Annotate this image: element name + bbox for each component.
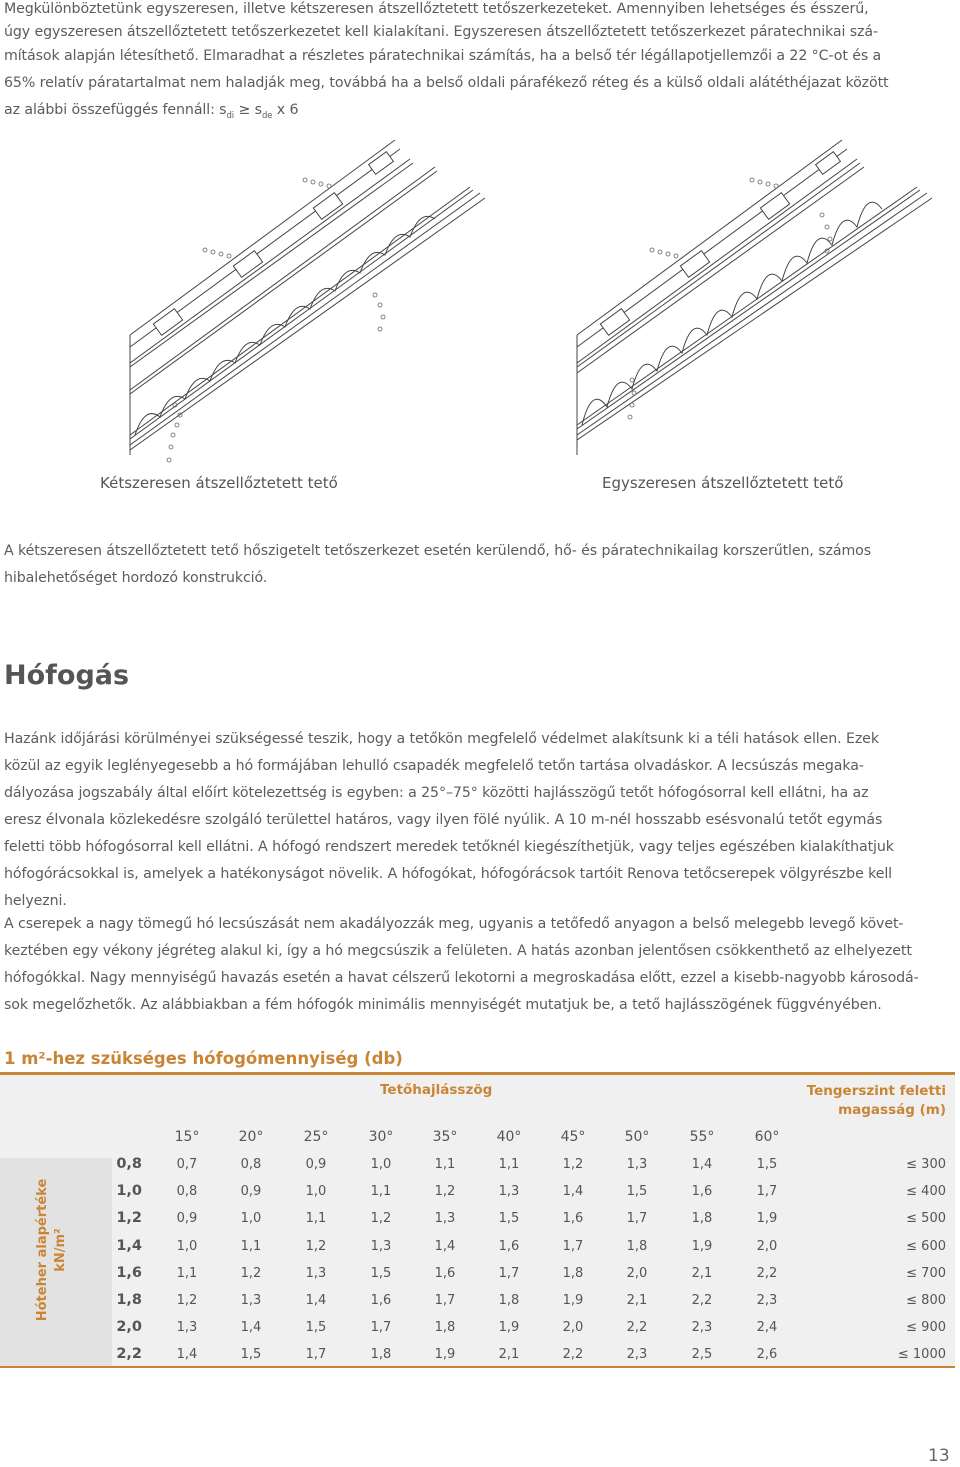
altitude-value: ≤ 800 [906, 1293, 946, 1308]
table-cell: 1,2 [370, 1211, 392, 1227]
snow-load-value: 0,8 [116, 1156, 142, 1172]
table-cell: 2,2 [691, 1293, 713, 1308]
snow-load-value: 2,2 [116, 1346, 142, 1363]
angle-header: 40° [496, 1129, 522, 1145]
table-cell: 0,7 [176, 1157, 198, 1172]
snow-guard-table [0, 1072, 955, 1369]
table-cell: 1,4 [305, 1293, 327, 1308]
angle-header: 25° [303, 1129, 329, 1145]
table-cell: 1,1 [240, 1238, 262, 1254]
table-cell: 1,5 [305, 1320, 327, 1336]
paragraph-line: feletti több hófogósorral kell ellátni. A hófogó rendszert meredek tetőknél kiegészíthetjük, vagy teljes egészében kialakíthatjuk [4, 839, 894, 855]
roof-layers [130, 140, 485, 455]
roof-layers [577, 140, 932, 455]
table-cell: 1,7 [498, 1265, 520, 1281]
table-cell: 1,0 [176, 1238, 198, 1254]
paragraph-line: sok megelőzhetők. Az alábbiakban a fém hófogók minimális mennyiségét mutatjuk be, a tető hajlásszögének függvényében. [4, 997, 882, 1013]
table-cell: 1,0 [370, 1157, 392, 1172]
paragraph-line: hófogókkal. Nagy mennyiségű havazás esetén a havat célszerű lekotorni a megroskadása előtt, ezzel a kisebb-nagyobb károsodá- [4, 970, 919, 986]
table-cell: 1,8 [562, 1265, 584, 1281]
table-cell: 2,1 [626, 1293, 648, 1308]
table-cell: 2,1 [691, 1265, 713, 1281]
table-cell: 1,9 [756, 1211, 778, 1227]
table-cell: 1,6 [691, 1184, 713, 1200]
paragraph-line: eresz élvonala közlekedésre szolgáló területtel határos, vagy ilyen fölé nyúlik. A 10 m-nél hosszabb esésvonalú tetőt egymás [4, 812, 883, 828]
table-cell: 1,6 [370, 1293, 392, 1308]
table-cell: 1,7 [562, 1238, 584, 1254]
table-cell: 1,6 [562, 1211, 584, 1227]
table-cell: 0,8 [240, 1157, 262, 1172]
paragraph-line: A cserepek a nagy tömegű hó lecsúszását nem akadályozzák meg, ugyanis a tetőfedő anyagon a belső melegebb levegő követ- [4, 916, 904, 932]
altitude-value: ≤ 300 [906, 1157, 946, 1172]
roof-pitch-header: Tetőhajlásszög [380, 1082, 493, 1098]
paragraph-line: hófogórácsokkal is, amelyek a hatékonyságot növelik. A hófogókat, hófogórácsok tartóit Renova tetőcserepek völgyrészbe kell [4, 866, 893, 882]
table-cell: 1,1 [434, 1157, 456, 1172]
altitude-value: ≤ 600 [906, 1238, 946, 1254]
angle-header: 55° [689, 1129, 715, 1145]
altitude-value: ≤ 1000 [897, 1347, 946, 1363]
table-cell: 1,4 [240, 1320, 262, 1336]
table-cell: 2,2 [626, 1320, 648, 1336]
table-cell: 1,9 [498, 1320, 520, 1336]
snow-load-value: 1,6 [116, 1264, 142, 1281]
snow-load-value: 1,4 [116, 1237, 142, 1254]
single-ventilated-roof-diagram [572, 135, 952, 475]
table-cell: 1,3 [626, 1157, 648, 1172]
table-cell: 1,7 [434, 1293, 456, 1308]
intro-line: Elmaradhat a részletes páratechnikai számítás, ha a belső tér légállapotjellemzői a 22 °C-ot és a [198, 48, 882, 64]
table-cell: 0,8 [176, 1184, 198, 1200]
altitude-value: ≤ 400 [906, 1184, 946, 1200]
diagram-caption-left: Kétszeresen átszellőztetett tető [100, 474, 338, 492]
table-cell: 1,9 [434, 1347, 456, 1363]
airflow-dots [628, 178, 832, 419]
table-cell: 1,1 [498, 1157, 520, 1172]
snow-load-label-line: kN/m² [53, 1228, 68, 1272]
table-cell: 2,6 [756, 1347, 778, 1363]
intro-paragraph [4, 0, 949, 130]
table-cell: 1,6 [498, 1238, 520, 1254]
snow-load-axis-label [34, 1160, 70, 1340]
paragraph-line: keztében egy vékony jégréteg alakul ki, így a hó megcsúszik a felületen. A hatás azonban jelentősen csökkenthető az elhelyezett [4, 943, 912, 959]
table-cell: 2,2 [562, 1347, 584, 1363]
angle-header: 45° [560, 1129, 586, 1145]
table-cell: 1,3 [434, 1211, 456, 1227]
table-cell: 1,8 [434, 1320, 456, 1336]
intro-line: 65% relatív páratartalmat nem haladják meg, továbbá ha a belső oldali párafékező réteg és a külső oldali alátéthéjazat között [4, 75, 889, 91]
snow-load-value: 2,0 [116, 1319, 142, 1336]
page-number: 13 [928, 1446, 950, 1466]
table-cell: 2,4 [756, 1320, 778, 1336]
table-cell: 2,0 [626, 1265, 648, 1281]
table-cell: 1,6 [434, 1265, 456, 1281]
table-cell: 1,8 [691, 1211, 713, 1227]
intro-line: úgy egyszeresen átszellőztetett tetőszerkezetet kell kialakítani. Egyszeresen átszellőztetett tetőszerkezet páratechnikai szá- [4, 23, 879, 40]
table-cell: 1,2 [240, 1265, 262, 1281]
snow-load-value: 1,8 [116, 1292, 142, 1308]
table-cell: 0,9 [176, 1211, 198, 1227]
intro-line: Megkülönböztetünk egyszeresen, illetve kétszeresen átszellőztetett tetőszerkezeteket. Amennyiben lehetséges és ésszerű, [4, 1, 869, 17]
section-heading: Hófogás [4, 660, 130, 691]
altitude-header-line: Tengerszint feletti [806, 1083, 946, 1099]
paragraph-line: A kétszeresen átszellőztetett tető hőszigetelt tetőszerkezet esetén kerülendő, hő- és páratechnikailag korszerűtlen, számos [4, 543, 872, 559]
snow-load-label-line: Hóteher alapértéke [35, 1178, 50, 1322]
diagram-caption-right: Egyszeresen átszellőztetett tető [602, 474, 844, 492]
table-cell: 1,5 [626, 1184, 648, 1200]
table-cell: 2,3 [691, 1320, 713, 1336]
table-cell: 2,0 [756, 1238, 778, 1254]
table-bottom-rule [0, 1366, 955, 1368]
table-cell: 1,8 [626, 1238, 648, 1254]
snow-slide-paragraph [4, 911, 949, 1019]
paragraph-line: közül az egyik leglényegesebb a hó formájában lehulló csapadék megfelelő tetőn tartása olvadáskor. A lecsúszás megaka- [4, 758, 864, 774]
table-cell: 1,2 [305, 1238, 327, 1254]
table-cell: 1,5 [240, 1347, 262, 1363]
table-cell: 1,0 [305, 1184, 327, 1200]
table-cell: 1,4 [562, 1184, 584, 1200]
table-title: 1 m²-hez szükséges hófogómennyiség (db) [4, 1049, 403, 1068]
table-cell: 1,3 [498, 1184, 520, 1200]
table-cell: 1,2 [434, 1184, 456, 1200]
table-cell: 2,0 [562, 1320, 584, 1336]
table-cell: 1,1 [305, 1211, 327, 1227]
formula-text: ≥ s [234, 102, 262, 118]
table-cell: 1,8 [498, 1293, 520, 1308]
table-cell: 1,2 [176, 1293, 198, 1308]
tiles [153, 152, 393, 336]
table-cell: 1,0 [240, 1211, 262, 1227]
angle-header: 50° [624, 1129, 650, 1145]
table-cell: 2,1 [498, 1347, 520, 1363]
snow-guard-paragraph [4, 726, 949, 915]
ventilation-paragraph [4, 538, 949, 592]
table-cell: 1,5 [756, 1157, 778, 1172]
table-cell: 2,5 [691, 1347, 713, 1363]
angle-header: 15° [174, 1129, 200, 1145]
angle-header: 20° [238, 1129, 264, 1145]
table-cell: 2,2 [756, 1265, 778, 1281]
table-cell: 1,3 [370, 1238, 392, 1254]
table-cell: 1,8 [370, 1347, 392, 1363]
tiles [600, 152, 840, 336]
table-cell: 1,1 [176, 1265, 198, 1281]
altitude-header-line: magasság (m) [838, 1102, 946, 1118]
airflow-dots [167, 178, 385, 462]
paragraph-line: helyezni. [4, 893, 67, 909]
table-cell: 1,4 [176, 1347, 198, 1363]
formula-text: az alábbi összefüggés fennáll: s [4, 102, 227, 118]
formula-sub: de [261, 111, 273, 121]
table-cell: 2,3 [626, 1347, 648, 1363]
paragraph-line: hibalehetőséget hordozó konstrukció. [4, 570, 268, 586]
snow-load-value: 1,0 [116, 1183, 142, 1200]
double-ventilated-roof-diagram [125, 135, 505, 475]
insulation-loops [582, 202, 882, 425]
formula-text: x 6 [272, 102, 299, 118]
angle-header: 60° [754, 1129, 780, 1145]
table-cell: 1,3 [305, 1265, 327, 1281]
table-cell: 1,4 [434, 1238, 456, 1254]
snow-load-value: 1,2 [116, 1210, 142, 1227]
table-cell: 1,1 [370, 1184, 392, 1200]
table-cell: 1,7 [756, 1184, 778, 1200]
angle-header: 30° [368, 1129, 394, 1145]
table-cell: 1,7 [626, 1211, 648, 1227]
paragraph-line: Hazánk időjárási körülményei szükségessé teszik, hogy a tetőkön megfelelő védelmet alakítsunk ki a téli hatások ellen. Ezek [4, 731, 879, 747]
table-cell: 1,3 [240, 1293, 262, 1308]
altitude-value: ≤ 500 [906, 1211, 946, 1227]
table-cell: 1,2 [562, 1157, 584, 1172]
table-cell: 1,7 [305, 1347, 327, 1363]
paragraph-line: dályozása jogszabály által előírt kötelezettség is egyben: a 25°–75° közötti hajlásszögű tetőt hófogósorral kell ellátni, ha az [4, 785, 869, 801]
table-cell: 1,9 [691, 1238, 713, 1254]
formula-sub: di [226, 111, 235, 121]
table-cell: 1,5 [498, 1211, 520, 1227]
altitude-header [800, 1082, 946, 1120]
table-cell: 1,4 [691, 1157, 713, 1172]
table-cell: 1,5 [370, 1265, 392, 1281]
table-cell: 1,9 [562, 1293, 584, 1308]
intro-continued [4, 43, 949, 130]
table-cell: 1,7 [370, 1320, 392, 1336]
intro-line: mítások alapján létesíthető. [4, 48, 199, 64]
table-cell: 2,3 [756, 1293, 778, 1308]
altitude-value: ≤ 700 [906, 1265, 946, 1281]
table-cell: 1,3 [176, 1320, 198, 1336]
altitude-value: ≤ 900 [906, 1320, 946, 1336]
table-cell: 0,9 [240, 1184, 262, 1200]
table-cell: 0,9 [305, 1157, 327, 1172]
angle-header: 35° [432, 1129, 458, 1145]
